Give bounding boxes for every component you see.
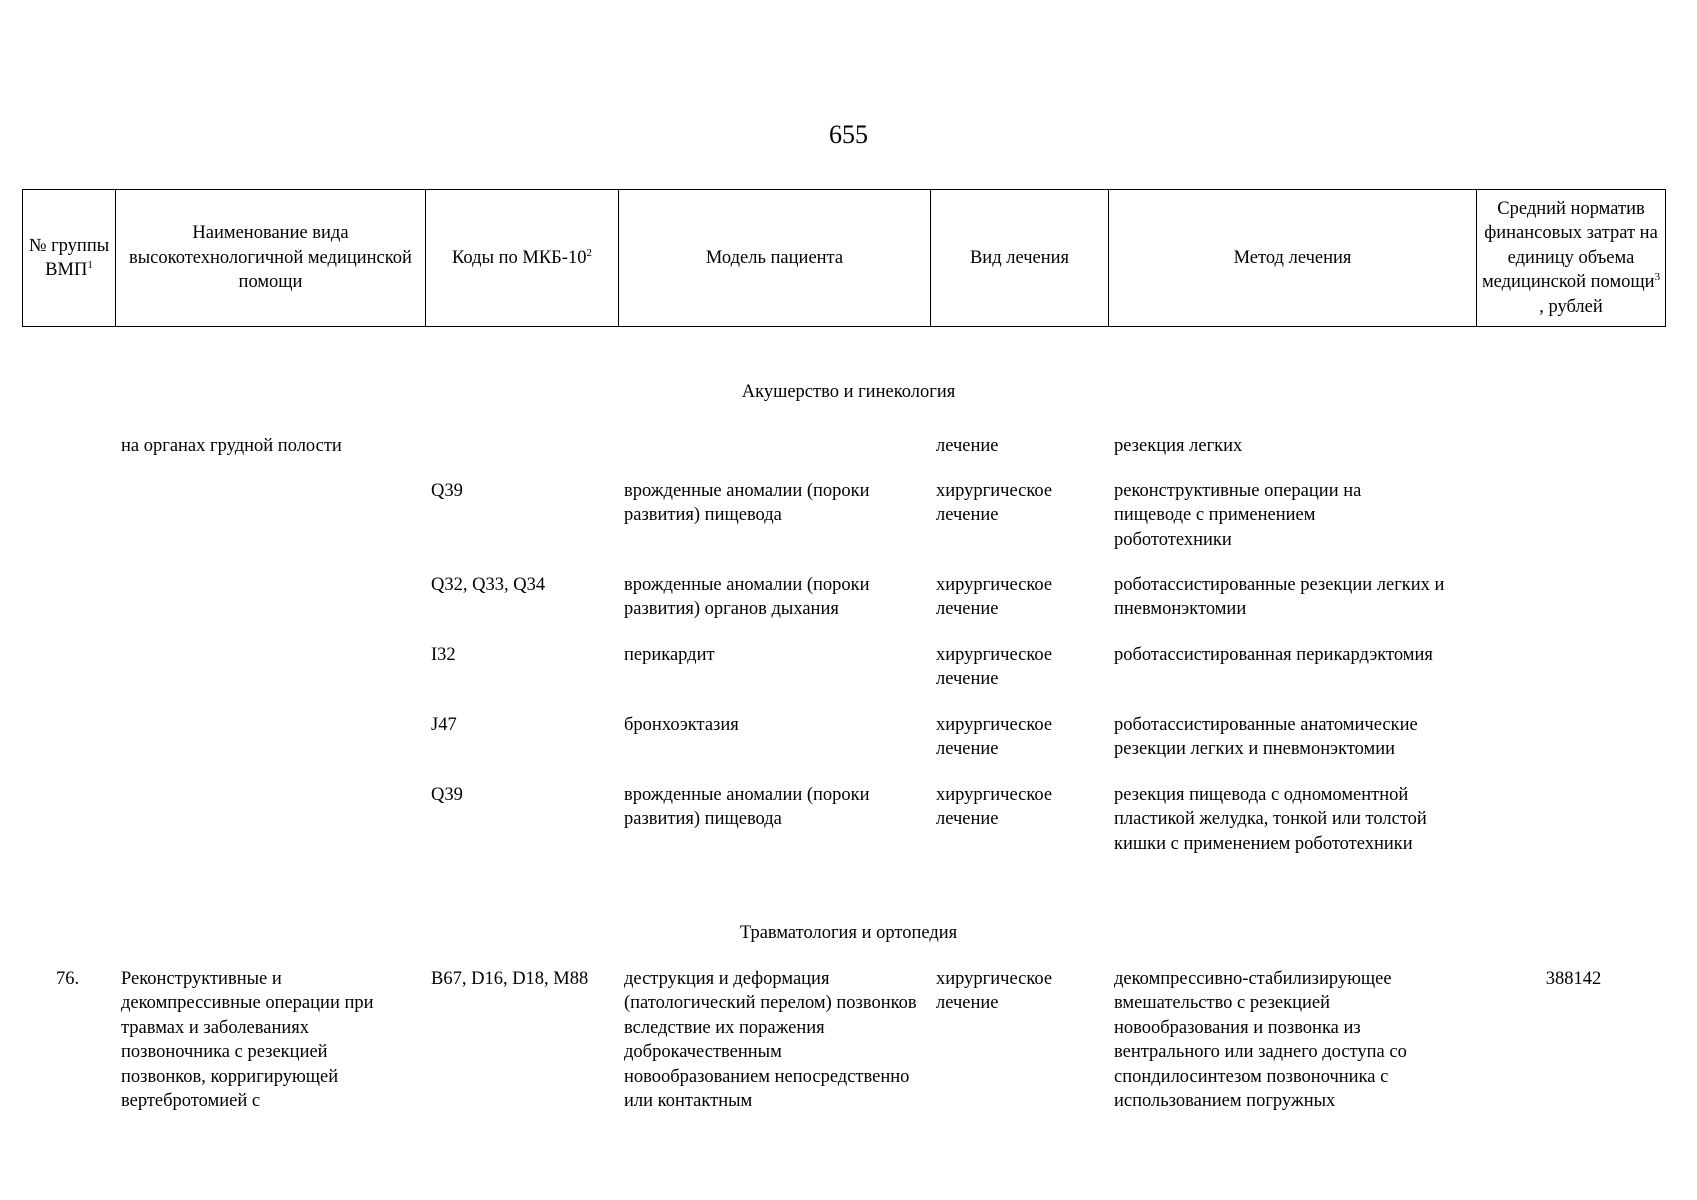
row-treatment-method: декомпрессивно-стабилизирующее вмешательство с резекцией новообразования и позвонка из вентрального или заднего доступа со спондилосинтезом позвоночника с использованием погружных (1114, 969, 1407, 1112)
header-cost: Средний норматив финансовых затрат на единицу объема медицинской помощи$^3$ , рублей (1477, 190, 1666, 327)
row-treatment-type: хирургическое лечение (936, 481, 1053, 526)
section-title-obstetrics: Акушерство и гинекология (741, 382, 956, 402)
row-treatment-method: роботассистированные анатомические резекции легких и пневмонэктомии (1114, 715, 1418, 760)
row-treatment-type: хирургическое лечение (936, 785, 1053, 830)
row-patient-model: врожденные аномалии (пороки развития) пищевода (624, 481, 870, 526)
row-codes: I32 (431, 645, 456, 665)
header-patient-model: Модель пациента (619, 190, 931, 327)
row-treatment-type: хирургическое лечение (936, 715, 1053, 760)
row-treatment-method: роботассистированная перикардэктомия (1114, 645, 1433, 665)
header-treatment-type: Вид лечения (931, 190, 1109, 327)
continuation-method: резекция легких (1114, 436, 1243, 456)
row-patient-model: бронхоэктазия (624, 715, 739, 735)
header-vmp-name: Наименование вида высокотехнологичной медицинской помощи (116, 190, 426, 327)
page-number: 655 (829, 120, 868, 149)
cost-value: 388142 (1545, 969, 1602, 989)
section-title-traumatology: Травматология и ортопедия (739, 923, 958, 943)
row-treatment-type: хирургическое лечение (936, 969, 1053, 1014)
row-treatment-method: роботассистированные резекции легких и пневмонэктомии (1114, 575, 1445, 620)
row-codes: B67, D16, D18, M88 (431, 969, 589, 989)
header-icd-codes: Коды по МКБ-$10^2$ (426, 190, 619, 327)
vmp-name: Реконструктивные и декомпрессивные операции при травмах и заболеваниях позвоночника с резекцией позвонков, корригирующей вертебротомией с (121, 969, 374, 1112)
row-codes: Q39 (431, 481, 463, 501)
row-patient-model: врожденные аномалии (пороки развития) пищевода (624, 785, 870, 830)
row-treatment-method: реконструктивные операции на пищеводе с применением робототехники (1114, 481, 1362, 550)
row-patient-model: перикардит (624, 645, 715, 665)
row-codes: Q32, Q33, Q34 (431, 575, 546, 595)
header-group-number: № группы ВМП$^1$ (23, 190, 116, 327)
group-number: 76. (56, 969, 80, 989)
continuation-treatment-type: лечение (936, 436, 999, 456)
row-patient-model: деструкция и деформация (патологический перелом) позвонков вследствие их поражения доброкачественным новообразованием непосредственно или контактным (624, 969, 917, 1112)
header-treatment-method: Метод лечения (1109, 190, 1477, 327)
continuation-name: на органах грудной полости (121, 436, 342, 456)
row-codes: J47 (431, 715, 457, 735)
row-treatment-type: хирургическое лечение (936, 575, 1053, 620)
row-patient-model: врожденные аномалии (пороки развития) органов дыхания (624, 575, 870, 620)
table-header (22, 189, 1666, 327)
row-treatment-method: резекция пищевода с одномоментной пластикой желудка, тонкой или толстой кишки с применением робототехники (1114, 785, 1427, 854)
row-codes: Q39 (431, 785, 463, 805)
row-treatment-type: хирургическое лечение (936, 645, 1053, 690)
